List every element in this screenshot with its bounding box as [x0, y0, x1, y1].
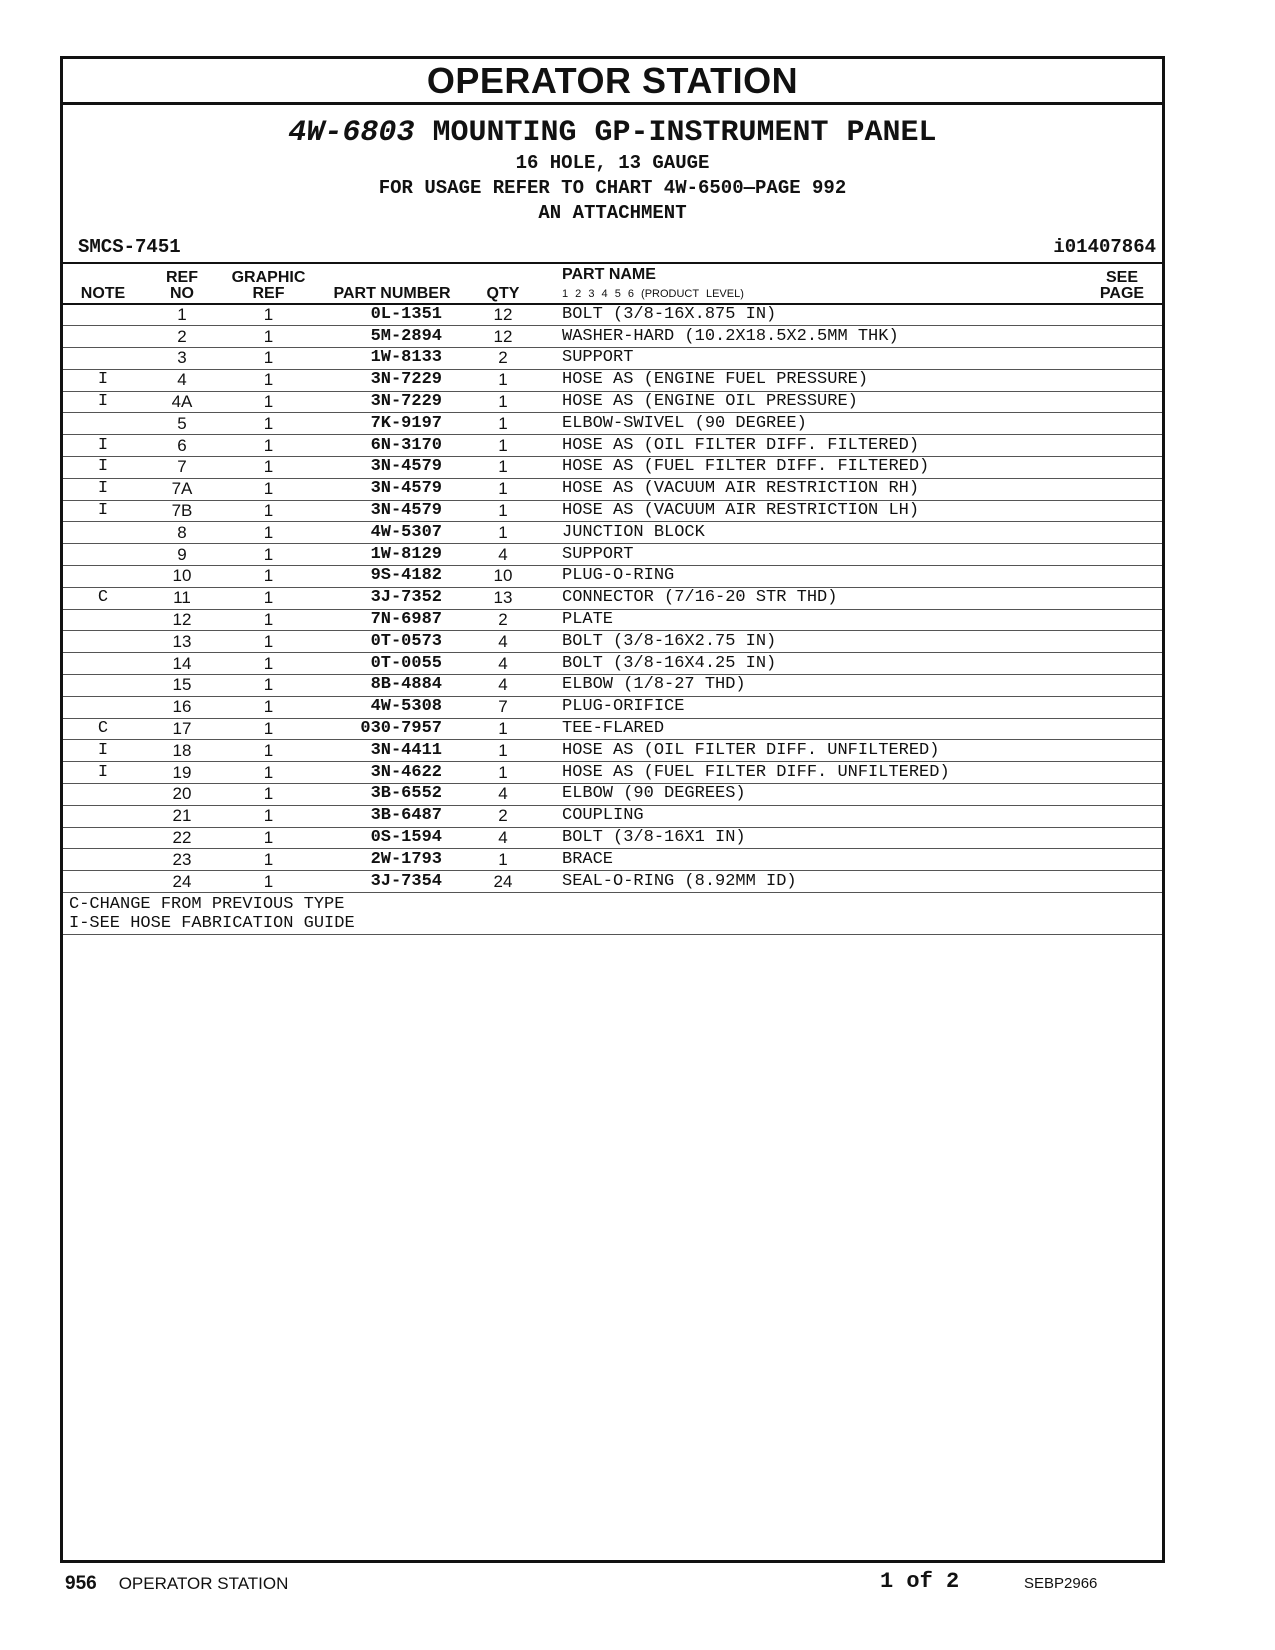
cell-pn: 030-7957 — [316, 718, 468, 740]
cell-name: SUPPORT — [538, 544, 1082, 566]
cell-name: BOLT (3/8-16X2.75 IN) — [538, 631, 1082, 653]
table-row — [63, 631, 1162, 653]
cell-qty: 4 — [468, 784, 538, 806]
cell-see — [1082, 784, 1162, 806]
header-graphic-top: GRAPHIC — [231, 269, 306, 286]
table-row — [63, 304, 1162, 326]
cell-note: I — [63, 391, 143, 413]
table-row — [63, 326, 1162, 348]
cell-pn: 3J-7352 — [316, 587, 468, 609]
cell-see — [1082, 849, 1162, 871]
cell-ref: 2 — [143, 326, 221, 348]
cell-ref: 16 — [143, 696, 221, 718]
cell-note — [63, 544, 143, 566]
cell-name: HOSE AS (VACUUM AIR RESTRICTION RH) — [538, 478, 1082, 500]
cell-name: HOSE AS (ENGINE FUEL PRESSURE) — [538, 369, 1082, 391]
cell-see — [1082, 871, 1162, 893]
cell-note — [63, 304, 143, 326]
cell-name: ELBOW-SWIVEL (90 DEGREE) — [538, 413, 1082, 435]
cell-graphic: 1 — [221, 675, 316, 697]
cell-graphic: 1 — [221, 326, 316, 348]
cell-qty: 1 — [468, 500, 538, 522]
cell-name: HOSE AS (OIL FILTER DIFF. FILTERED) — [538, 435, 1082, 457]
cell-pn: 0T-0573 — [316, 631, 468, 653]
header-ref-no — [143, 264, 221, 304]
cell-pn: 3B-6487 — [316, 805, 468, 827]
cell-pn: 8B-4884 — [316, 675, 468, 697]
subtitle-line-2: FOR USAGE REFER TO CHART 4W-6500—PAGE 992 — [378, 177, 847, 199]
cell-name: PLUG-ORIFICE — [538, 696, 1082, 718]
cell-ref: 12 — [143, 609, 221, 631]
cell-pn: 6N-3170 — [316, 435, 468, 457]
parts-table-header — [63, 264, 1162, 304]
table-row — [63, 784, 1162, 806]
cell-note — [63, 784, 143, 806]
table-row — [63, 871, 1162, 893]
table-row — [63, 740, 1162, 762]
cell-see — [1082, 369, 1162, 391]
table-row — [63, 609, 1162, 631]
cell-note: C — [63, 587, 143, 609]
cell-graphic: 1 — [221, 435, 316, 457]
cell-pn: 3N-7229 — [316, 391, 468, 413]
cell-ref: 18 — [143, 740, 221, 762]
cell-ref: 5 — [143, 413, 221, 435]
header-ref-top: REF — [166, 269, 198, 286]
cell-note — [63, 522, 143, 544]
cell-pn: 1W-8133 — [316, 348, 468, 370]
cell-see — [1082, 740, 1162, 762]
cell-name: BOLT (3/8-16X.875 IN) — [538, 304, 1082, 326]
cell-qty: 1 — [468, 413, 538, 435]
cell-name: HOSE AS (FUEL FILTER DIFF. UNFILTERED) — [538, 762, 1082, 784]
cell-name: SEAL-O-RING (8.92MM ID) — [538, 871, 1082, 893]
cell-ref: 14 — [143, 653, 221, 675]
cell-pn: 0T-0055 — [316, 653, 468, 675]
cell-name: HOSE AS (OIL FILTER DIFF. UNFILTERED) — [538, 740, 1082, 762]
cell-see — [1082, 653, 1162, 675]
table-row — [63, 827, 1162, 849]
cell-graphic: 1 — [221, 587, 316, 609]
cell-graphic: 1 — [221, 696, 316, 718]
table-row — [63, 849, 1162, 871]
cell-pn: 0S-1594 — [316, 827, 468, 849]
subtitle-line-1: 16 HOLE, 13 GAUGE — [515, 152, 710, 174]
cell-note — [63, 631, 143, 653]
cell-name: CONNECTOR (7/16-20 STR THD) — [538, 587, 1082, 609]
cell-name: HOSE AS (FUEL FILTER DIFF. FILTERED) — [538, 457, 1082, 479]
cell-qty: 4 — [468, 675, 538, 697]
footer-left — [65, 1573, 288, 1595]
cell-pn: 3J-7354 — [316, 871, 468, 893]
smcs-code: SMCS-7451 — [78, 236, 181, 258]
cell-graphic: 1 — [221, 457, 316, 479]
cell-note — [63, 827, 143, 849]
cell-see — [1082, 609, 1162, 631]
cell-graphic: 1 — [221, 304, 316, 326]
cell-note — [63, 326, 143, 348]
cell-qty: 2 — [468, 609, 538, 631]
cell-graphic: 1 — [221, 413, 316, 435]
table-row — [63, 348, 1162, 370]
cell-name: TEE-FLARED — [538, 718, 1082, 740]
cell-pn: 0L-1351 — [316, 304, 468, 326]
parts-table — [63, 264, 1162, 893]
smcs-row — [63, 234, 1162, 264]
cell-graphic: 1 — [221, 827, 316, 849]
cell-note: C — [63, 718, 143, 740]
cell-ref: 13 — [143, 631, 221, 653]
cell-note — [63, 413, 143, 435]
cell-qty: 4 — [468, 631, 538, 653]
cell-note: I — [63, 478, 143, 500]
header-qty: QTY — [468, 264, 538, 304]
cell-see — [1082, 544, 1162, 566]
table-row — [63, 522, 1162, 544]
cell-ref: 20 — [143, 784, 221, 806]
cell-qty: 1 — [468, 740, 538, 762]
header-part-number: PART NUMBER — [316, 264, 468, 304]
cell-ref: 17 — [143, 718, 221, 740]
cell-pn: 9S-4182 — [316, 566, 468, 588]
cell-graphic: 1 — [221, 740, 316, 762]
table-row — [63, 457, 1162, 479]
cell-see — [1082, 522, 1162, 544]
table-row — [63, 544, 1162, 566]
cell-qty: 1 — [468, 391, 538, 413]
cell-qty: 4 — [468, 544, 538, 566]
table-row — [63, 805, 1162, 827]
table-row — [63, 762, 1162, 784]
note-hose: I-SEE HOSE FABRICATION GUIDE — [69, 914, 355, 934]
cell-qty: 1 — [468, 478, 538, 500]
cell-pn: 4W-5308 — [316, 696, 468, 718]
cell-note — [63, 653, 143, 675]
cell-qty: 10 — [468, 566, 538, 588]
table-row — [63, 696, 1162, 718]
cell-qty: 2 — [468, 348, 538, 370]
illustration-id: i01407864 — [1053, 236, 1156, 258]
cell-pn: 3N-4622 — [316, 762, 468, 784]
cell-ref: 7A — [143, 478, 221, 500]
table-row — [63, 435, 1162, 457]
cell-qty: 4 — [468, 653, 538, 675]
header-see-top: SEE — [1105, 269, 1138, 286]
cell-qty: 1 — [468, 369, 538, 391]
header-ref-bottom: NO — [170, 285, 194, 302]
cell-note — [63, 609, 143, 631]
cell-ref: 11 — [143, 587, 221, 609]
document-id: SEBP2966 — [1024, 1575, 1098, 1592]
cell-pn: 3N-4411 — [316, 740, 468, 762]
cell-name: ELBOW (1/8-27 THD) — [538, 675, 1082, 697]
cell-ref: 15 — [143, 675, 221, 697]
cell-pn: 1W-8129 — [316, 544, 468, 566]
cell-pn: 3N-4579 — [316, 500, 468, 522]
cell-ref: 1 — [143, 304, 221, 326]
header-part-name — [538, 264, 1082, 304]
cell-ref: 4A — [143, 391, 221, 413]
cell-graphic: 1 — [221, 805, 316, 827]
cell-qty: 2 — [468, 805, 538, 827]
cell-graphic: 1 — [221, 348, 316, 370]
cell-graphic: 1 — [221, 653, 316, 675]
cell-see — [1082, 413, 1162, 435]
cell-graphic: 1 — [221, 391, 316, 413]
cell-pn: 3B-6552 — [316, 784, 468, 806]
cell-note — [63, 696, 143, 718]
part-group-name: MOUNTING GP-INSTRUMENT PANEL — [432, 116, 937, 150]
table-row — [63, 718, 1162, 740]
page-number: 956 — [65, 1573, 97, 1594]
cell-name: JUNCTION BLOCK — [538, 522, 1082, 544]
cell-name: BOLT (3/8-16X1 IN) — [538, 827, 1082, 849]
table-row — [63, 675, 1162, 697]
cell-pn: 7N-6987 — [316, 609, 468, 631]
cell-qty: 12 — [468, 304, 538, 326]
notes-legend — [63, 893, 1162, 935]
cell-note: I — [63, 740, 143, 762]
cell-name: COUPLING — [538, 805, 1082, 827]
cell-pn: 7K-9197 — [316, 413, 468, 435]
cell-ref: 23 — [143, 849, 221, 871]
cell-see — [1082, 326, 1162, 348]
cell-name: PLATE — [538, 609, 1082, 631]
cell-see — [1082, 762, 1162, 784]
cell-name: HOSE AS (VACUUM AIR RESTRICTION LH) — [538, 500, 1082, 522]
cell-pn: 5M-2894 — [316, 326, 468, 348]
cell-graphic: 1 — [221, 849, 316, 871]
cell-pn: 4W-5307 — [316, 522, 468, 544]
cell-graphic: 1 — [221, 871, 316, 893]
cell-see — [1082, 435, 1162, 457]
cell-qty: 1 — [468, 762, 538, 784]
table-row — [63, 587, 1162, 609]
cell-qty: 24 — [468, 871, 538, 893]
cell-pn: 3N-4579 — [316, 478, 468, 500]
table-row — [63, 391, 1162, 413]
cell-graphic: 1 — [221, 784, 316, 806]
cell-note — [63, 348, 143, 370]
cell-note — [63, 566, 143, 588]
cell-qty: 1 — [468, 522, 538, 544]
cell-qty: 1 — [468, 718, 538, 740]
header-part-name-label: PART NAME — [562, 266, 656, 283]
table-row — [63, 478, 1162, 500]
cell-see — [1082, 718, 1162, 740]
cell-see — [1082, 675, 1162, 697]
cell-graphic: 1 — [221, 631, 316, 653]
cell-see — [1082, 348, 1162, 370]
cell-pn: 3N-4579 — [316, 457, 468, 479]
cell-graphic: 1 — [221, 609, 316, 631]
cell-note: I — [63, 762, 143, 784]
header-graphic-bottom: REF — [252, 285, 285, 302]
cell-graphic: 1 — [221, 762, 316, 784]
cell-see — [1082, 500, 1162, 522]
header-see-bottom: PAGE — [1099, 285, 1145, 302]
cell-see — [1082, 587, 1162, 609]
cell-pn: 2W-1793 — [316, 849, 468, 871]
cell-name: SUPPORT — [538, 348, 1082, 370]
cell-graphic: 1 — [221, 544, 316, 566]
cell-qty: 1 — [468, 849, 538, 871]
cell-graphic: 1 — [221, 522, 316, 544]
header-see-page — [1082, 264, 1162, 304]
cell-see — [1082, 566, 1162, 588]
cell-see — [1082, 696, 1162, 718]
footer-section: OPERATOR STATION — [118, 1574, 289, 1593]
subtitle-line-3: AN ATTACHMENT — [538, 202, 687, 224]
cell-name: PLUG-O-RING — [538, 566, 1082, 588]
table-row — [63, 566, 1162, 588]
cell-qty: 12 — [468, 326, 538, 348]
page-frame — [60, 56, 1165, 1563]
cell-ref: 7 — [143, 457, 221, 479]
cell-see — [1082, 391, 1162, 413]
part-group-number: 4W-6803 — [288, 116, 415, 150]
cell-note: I — [63, 457, 143, 479]
cell-ref: 21 — [143, 805, 221, 827]
cell-qty: 1 — [468, 457, 538, 479]
cell-ref: 3 — [143, 348, 221, 370]
cell-note — [63, 675, 143, 697]
cell-qty: 13 — [468, 587, 538, 609]
cell-qty: 4 — [468, 827, 538, 849]
cell-name: BRACE — [538, 849, 1082, 871]
cell-ref: 8 — [143, 522, 221, 544]
cell-note — [63, 871, 143, 893]
cell-name: WASHER-HARD (10.2X18.5X2.5MM THK) — [538, 326, 1082, 348]
parts-table-body — [63, 304, 1162, 893]
cell-note: I — [63, 435, 143, 457]
sheet-indicator: 1 of 2 — [880, 1569, 960, 1594]
cell-ref: 22 — [143, 827, 221, 849]
cell-graphic: 1 — [221, 566, 316, 588]
note-change: C-CHANGE FROM PREVIOUS TYPE — [69, 895, 345, 915]
cell-ref: 10 — [143, 566, 221, 588]
table-row — [63, 369, 1162, 391]
cell-qty: 7 — [468, 696, 538, 718]
cell-see — [1082, 805, 1162, 827]
cell-note: I — [63, 369, 143, 391]
table-row — [63, 500, 1162, 522]
cell-note — [63, 849, 143, 871]
cell-see — [1082, 304, 1162, 326]
cell-graphic: 1 — [221, 478, 316, 500]
header-note: NOTE — [63, 264, 143, 304]
cell-name: BOLT (3/8-16X4.25 IN) — [538, 653, 1082, 675]
cell-qty: 1 — [468, 435, 538, 457]
cell-ref: 6 — [143, 435, 221, 457]
table-row — [63, 653, 1162, 675]
cell-name: HOSE AS (ENGINE OIL PRESSURE) — [538, 391, 1082, 413]
section-title: OPERATOR STATION — [63, 59, 1162, 105]
header-graphic-ref — [221, 264, 316, 304]
table-row — [63, 413, 1162, 435]
cell-ref: 9 — [143, 544, 221, 566]
cell-ref: 24 — [143, 871, 221, 893]
cell-ref: 4 — [143, 369, 221, 391]
cell-see — [1082, 631, 1162, 653]
cell-see — [1082, 827, 1162, 849]
cell-ref: 7B — [143, 500, 221, 522]
cell-graphic: 1 — [221, 718, 316, 740]
header-product-level: 1 2 3 4 5 6 (PRODUCT LEVEL) — [562, 288, 744, 300]
cell-note: I — [63, 500, 143, 522]
cell-see — [1082, 457, 1162, 479]
cell-pn: 3N-7229 — [316, 369, 468, 391]
cell-graphic: 1 — [221, 369, 316, 391]
cell-name: ELBOW (90 DEGREES) — [538, 784, 1082, 806]
cell-graphic: 1 — [221, 500, 316, 522]
part-group-title — [63, 115, 1162, 151]
cell-note — [63, 805, 143, 827]
cell-ref: 19 — [143, 762, 221, 784]
cell-see — [1082, 478, 1162, 500]
